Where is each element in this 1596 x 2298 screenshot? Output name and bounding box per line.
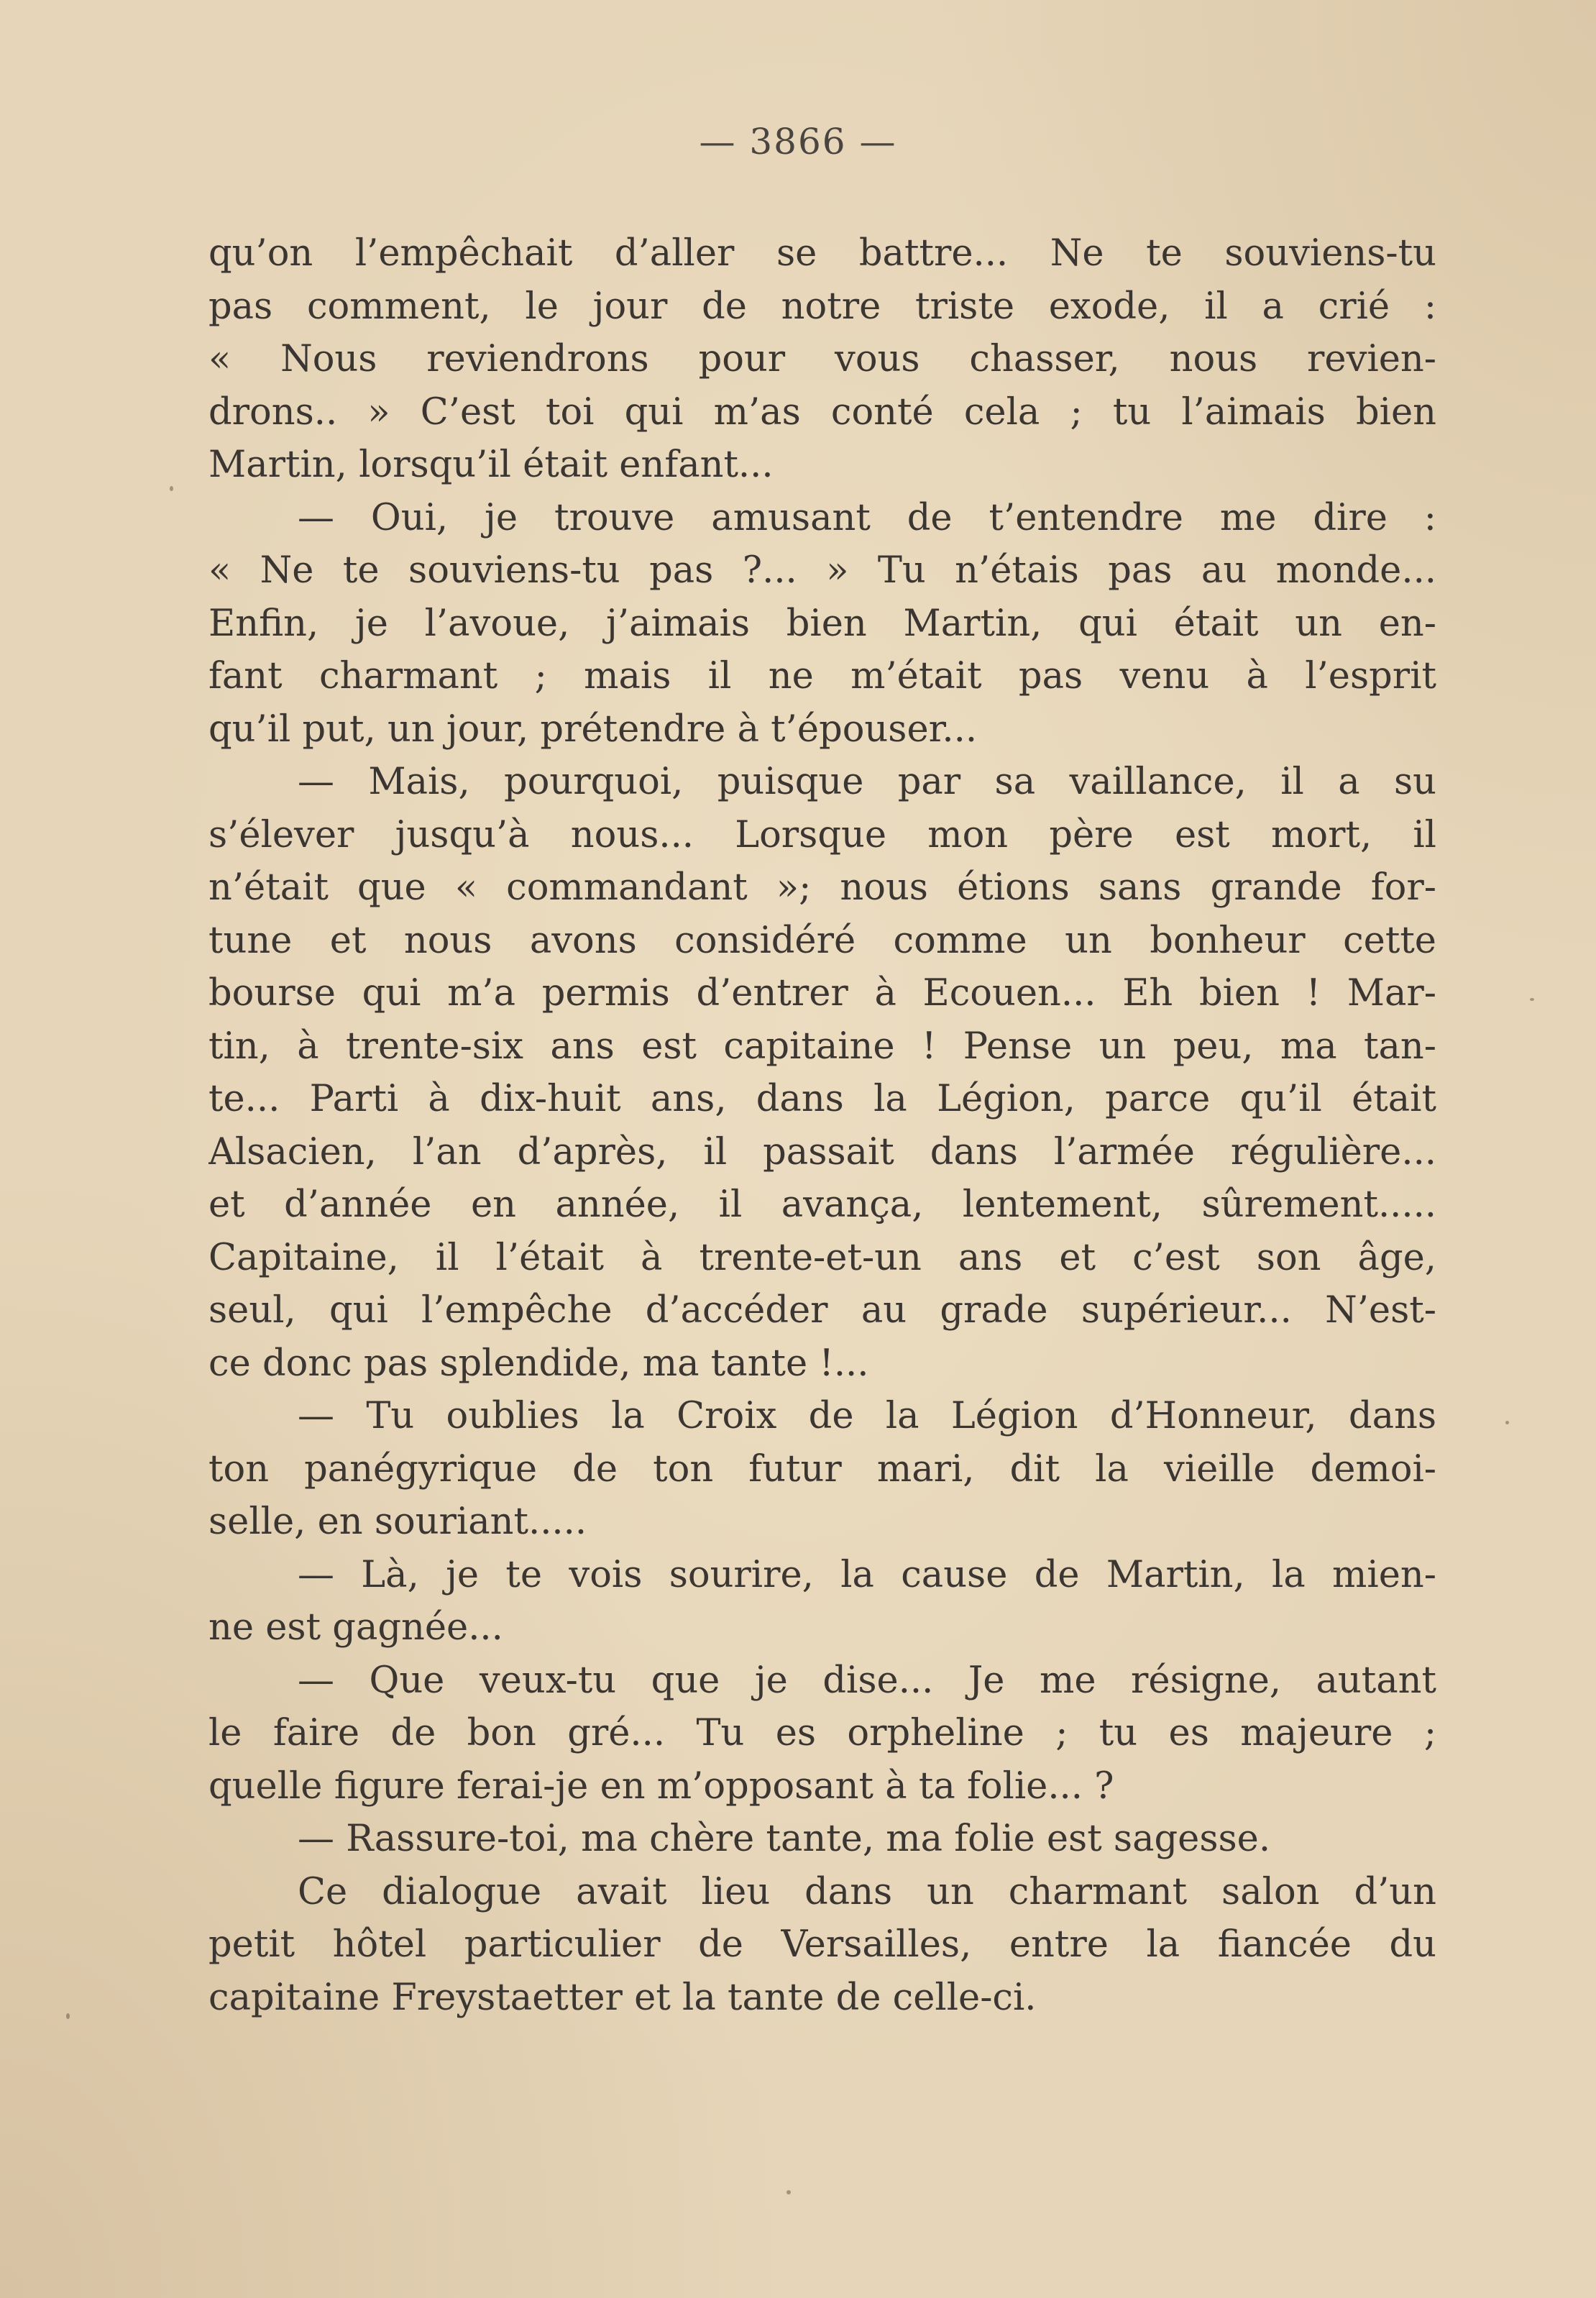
text-line: seul, qui l’empêche d’accéder au grade supérieur... N’est- (208, 1289, 1436, 1332)
text-line: qu’il put, un jour, prétendre à t’épouser... (208, 708, 978, 751)
text-line: ce donc pas splendide, ma tante !... (208, 1342, 869, 1385)
text-line: Martin, lorsqu’il était enfant... (208, 444, 774, 486)
text-line: bourse qui m’a permis d’entrer à Ecouen... Eh bien ! Mar- (208, 972, 1436, 1015)
text-line: s’élever jusqu’à nous... Lorsque mon père est mort, il (208, 813, 1436, 856)
paper-speck (1530, 998, 1534, 1001)
text-line: — Tu oublies la Croix de la Légion d’Honneur, dans (298, 1395, 1436, 1437)
text-line: « Ne te souviens-tu pas ?... » Tu n’étais pas au monde... (208, 549, 1436, 592)
text-line: — Que veux-tu que je dise... Je me résigne, autant (298, 1659, 1436, 1702)
body-text (208, 227, 1436, 2024)
text-line: te... Parti à dix-huit ans, dans la Légion, parce qu’il était (208, 1078, 1436, 1120)
paper-speck (786, 2190, 791, 2194)
text-line: ne est gagnée... (208, 1606, 503, 1649)
paper-speck (66, 2013, 70, 2019)
text-line: Capitaine, il l’était à trente-et-un ans et c’est son âge, (208, 1236, 1436, 1279)
text-line: tin, à trente-six ans est capitaine ! Pense un peu, ma tan- (208, 1025, 1436, 1068)
text-line: ton panégyrique de ton futur mari, dit la vieille demoi- (208, 1447, 1436, 1491)
paper-speck (1505, 1421, 1509, 1424)
text-line: petit hôtel particulier de Versailles, entre la fiancée du (208, 1923, 1436, 1966)
text-line: Ce dialogue avait lieu dans un charmant salon d’un (298, 1870, 1436, 1913)
text-line: Alsacien, l’an d’après, il passait dans l’armée régulière... (208, 1130, 1436, 1173)
text-line: n’était que « commandant »; nous étions sans grande for- (208, 866, 1436, 909)
text-line: selle, en souriant..... (208, 1501, 587, 1543)
text-line: tune et nous avons considéré comme un bonheur cette (208, 919, 1436, 962)
text-line: Enfin, je l’avoue, j’aimais bien Martin, qui était un en- (208, 602, 1436, 645)
text-line: et d’année en année, il avança, lentement, sûrement..... (208, 1184, 1436, 1226)
text-line: « Nous reviendrons pour vous chasser, nous revien- (208, 338, 1436, 380)
text-line: quelle figure ferai-je en m’opposant à ta folie... ? (208, 1764, 1114, 1808)
page-number: — 3866 — (699, 121, 897, 162)
text-line: le faire de bon gré... Tu es orpheline ; tu es majeure ; (208, 1712, 1436, 1754)
text-line: drons.. » C’est toi qui m’as conté cela ; tu l’aimais bien (208, 390, 1436, 434)
text-line: — Là, je te vois sourire, la cause de Martin, la mien- (298, 1553, 1436, 1596)
text-line: pas comment, le jour de notre triste exode, il a crié : (208, 285, 1436, 328)
text-line: fant charmant ; mais il ne m’était pas venu à l’esprit (208, 655, 1436, 697)
text-line: — Mais, pourquoi, puisque par sa vaillance, il a su (298, 761, 1436, 803)
text-line: — Oui, je trouve amusant de t’entendre me dire : (298, 496, 1436, 539)
text-line: capitaine Freystaetter et la tante de celle-ci. (208, 1976, 1037, 2019)
text-line: — Rassure-toi, ma chère tante, ma folie est sagesse. (298, 1818, 1271, 1860)
paper-speck (170, 486, 173, 491)
text-line: qu’on l’empêchait d’aller se battre... Ne te souviens-tu (208, 232, 1436, 275)
